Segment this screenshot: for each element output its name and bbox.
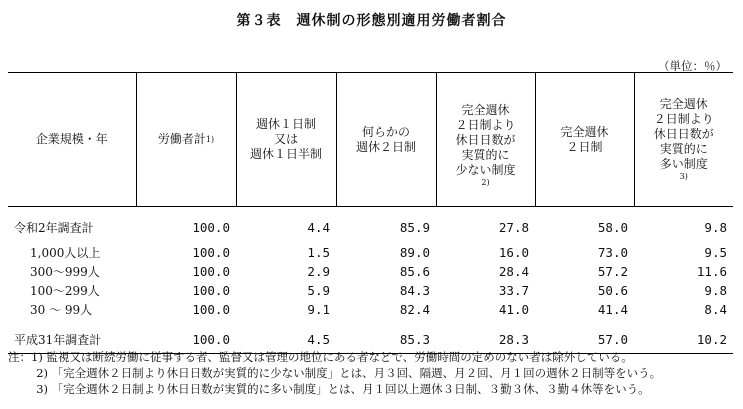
cell-weekly1: 9.1 xyxy=(307,302,330,317)
cell-full2: 73.0 xyxy=(597,245,628,260)
cell-weekly1: 5.9 xyxy=(307,283,330,298)
cell-weekly1: 4.4 xyxy=(307,219,330,235)
cell-fewer-days: 16.0 xyxy=(498,245,529,260)
cell-fewer-days: 28.4 xyxy=(498,264,529,279)
footnote-text: 監視又は断続労働に従事する者、監督又は管理の地位にある者などで、労働時間の定めのない者は除外している。 xyxy=(46,350,633,364)
cell-some2: 85.3 xyxy=(336,325,436,354)
footnote-prefix: 注：1) xyxy=(8,350,43,364)
cell-some2: 82.4 xyxy=(399,302,430,317)
cell-workers-total: 100.0 xyxy=(192,264,230,279)
table-row xyxy=(8,300,733,319)
cell-more-days: 9.5 xyxy=(704,245,727,260)
row-label: 1,000人以上 xyxy=(30,246,101,260)
work-hours-table xyxy=(8,72,733,354)
cell-fewer-days: 28.3 xyxy=(436,325,535,354)
cell-workers-total: 100.0 xyxy=(192,283,230,298)
row-label: 30 ～ 99人 xyxy=(30,303,93,317)
cell-fewer-days: 33.7 xyxy=(498,283,529,298)
cell-workers-total: 100.0 xyxy=(136,325,236,354)
footnote xyxy=(8,365,738,381)
footnote-prefix: 2) xyxy=(36,366,48,380)
cell-more-days: 8.4 xyxy=(704,302,727,317)
header-some2: 何らかの 週休２日制 xyxy=(336,73,436,207)
cell-weekly1: 2.9 xyxy=(307,264,330,279)
cell-some2: 84.3 xyxy=(399,283,430,298)
table-row xyxy=(8,243,733,262)
header-category: 企業規模・年 xyxy=(8,73,136,207)
footnote-text: 「完全週休２日制より休日日数が実質的に少ない制度」とは、月３回、隔週、月２回、月１回の週休２日制等をいう。 xyxy=(51,366,662,380)
cell-more-days: 11.6 xyxy=(696,264,727,279)
header-weekly1: 週休１日制 又は 週休１日半制 xyxy=(236,73,336,207)
cell-some2: 89.0 xyxy=(399,245,430,260)
cell-some2: 85.9 xyxy=(399,219,430,235)
table-row xyxy=(8,207,733,238)
row-label: 令和2年調査計 xyxy=(14,220,94,235)
cell-weekly1: 1.5 xyxy=(307,245,330,260)
cell-full2: 58.0 xyxy=(597,219,628,235)
row-label: 100～299人 xyxy=(30,284,100,298)
header-more-days: 完全週休 ２日制より 休日日数が 実質的に 多い制度 3) xyxy=(634,73,733,207)
cell-workers-total: 100.0 xyxy=(192,219,230,235)
cell-full2: 41.4 xyxy=(597,302,628,317)
table-row xyxy=(8,281,733,300)
cell-workers-total: 100.0 xyxy=(192,245,230,260)
cell-fewer-days: 27.8 xyxy=(498,219,529,235)
footnote xyxy=(8,349,738,365)
cell-weekly1: 4.5 xyxy=(236,325,336,354)
cell-full2: 50.6 xyxy=(597,283,628,298)
table-row xyxy=(8,262,733,281)
cell-workers-total: 100.0 xyxy=(192,302,230,317)
header-workers-total: 労働者計$^{1)}$ xyxy=(136,73,236,207)
table-title: 第３表 週休制の形態別適用労働者割合 xyxy=(236,13,507,29)
cell-full2: 57.2 xyxy=(597,264,628,279)
footnotes xyxy=(8,349,738,397)
cell-more-days: 10.2 xyxy=(634,325,733,354)
footnote-text: 「完全週休２日制より休日日数が実質的に多い制度」とは、月１回以上週休３日制、３勤３休、３勤４休等をいう。 xyxy=(51,382,650,396)
footnote-prefix: 3) xyxy=(36,382,48,396)
row-label: 300～999人 xyxy=(30,265,100,279)
unit-label: （単位：％） xyxy=(658,59,727,73)
row-label: 平成31年調査計 xyxy=(8,325,136,354)
header-fewer-days: 完全週休 ２日制より 休日日数が 実質的に 少ない制度 2) xyxy=(436,73,535,207)
cell-more-days: 9.8 xyxy=(704,283,727,298)
footnote xyxy=(8,381,738,397)
header-full2: 完全週休 ２日制 xyxy=(535,73,634,207)
cell-some2: 85.6 xyxy=(399,264,430,279)
cell-full2: 57.0 xyxy=(535,325,634,354)
cell-fewer-days: 41.0 xyxy=(498,302,529,317)
cell-more-days: 9.8 xyxy=(704,219,727,235)
